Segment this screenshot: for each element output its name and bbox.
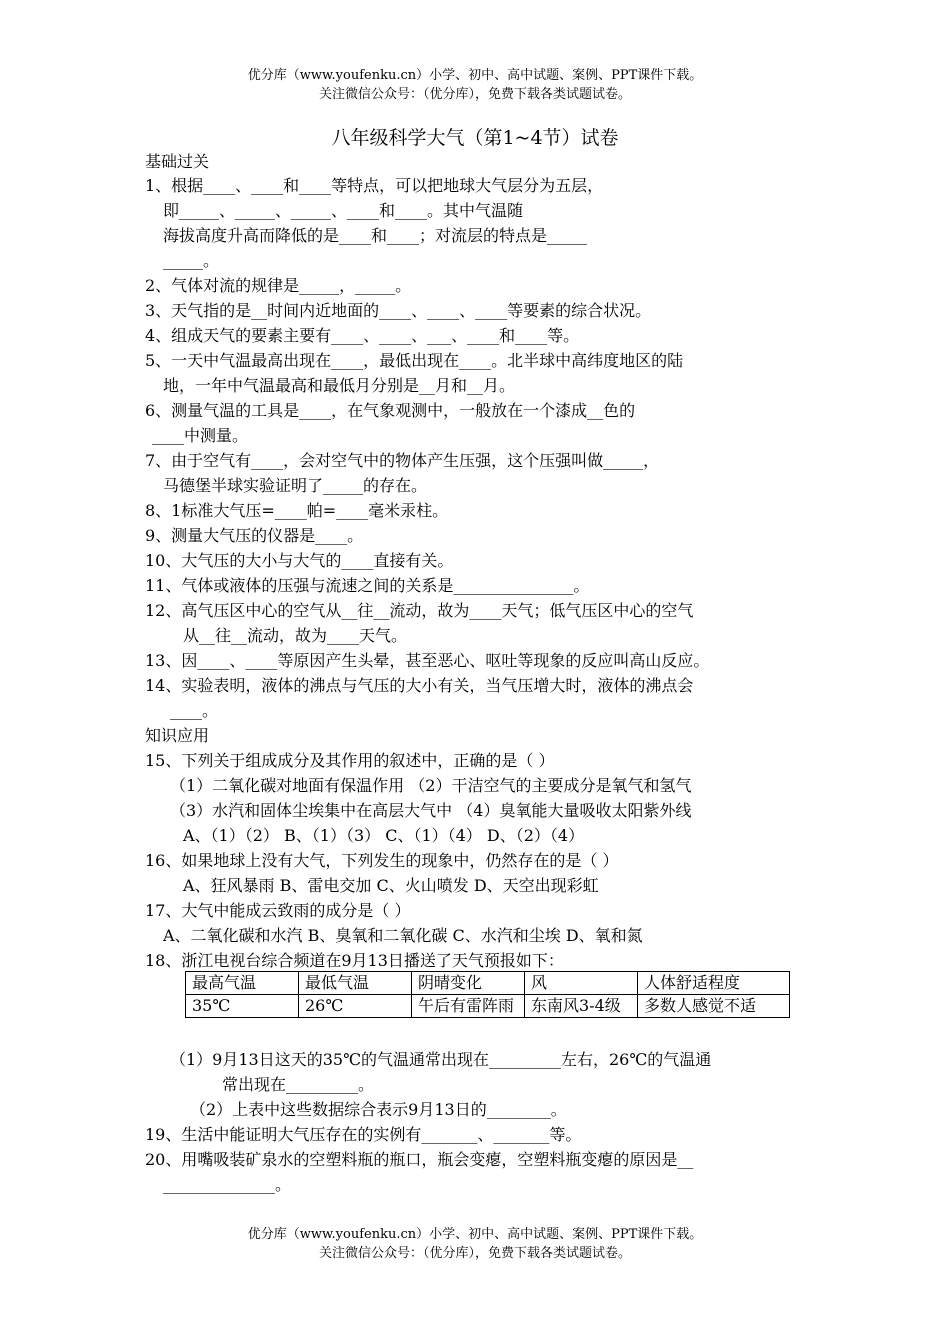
table-header-cell: 风 — [525, 972, 638, 995]
question-line: ____中测量。 — [152, 426, 249, 445]
table-header-cell: 最低气温 — [299, 972, 412, 995]
page-footer-line2: 关注微信公众号：（优分库），免费下载各类试题试卷。 — [318, 1246, 631, 1261]
option-line: A、二氧化碳和水汽 B、臭氧和二氧化碳 C、水汽和尘埃 D、氧和氮 — [163, 926, 643, 945]
option-line: A、（1）（2） B、（1）（3） C、（1）（4） D、（2）（4） — [183, 826, 585, 845]
table-cell: 26℃ — [299, 995, 412, 1018]
question-line: 常出现在_________。 — [222, 1075, 375, 1094]
question-line: 18、浙江电视台综合频道在9月13日播送了天气预报如下： — [145, 951, 564, 970]
question-line: 14、实验表明，液体的沸点与气压的大小有关，当气压增大时，液体的沸点会 — [145, 676, 694, 695]
question-line: 马德堡半球实验证明了_____的存在。 — [163, 476, 428, 495]
question-line: 20、用嘴吸装矿泉水的空塑料瓶的瓶口，瓶会变瘪，空塑料瓶变瘪的原因是__ — [145, 1150, 694, 1169]
question-line: （1）9月13日这天的35℃的气温通常出现在_________左右，26℃的气温通 — [170, 1050, 712, 1069]
question-line: 海拔高度升高而降低的是____和____；对流层的特点是_____ — [163, 226, 588, 245]
question-line: 19、生活中能证明大气压存在的实例有_______、_______等。 — [145, 1125, 582, 1144]
table-header-cell: 最高气温 — [186, 972, 299, 995]
question-line: 8、1标准大气压=____帕=____毫米汞柱。 — [145, 501, 449, 520]
page-header-line1: 优分库（www.youfenku.cn）小学、初中、高中试题、案例、PPT课件下载。 — [247, 68, 703, 83]
table-cell: 多数人感觉不适 — [638, 995, 790, 1018]
question-line: 3、天气指的是__时间内近地面的____、____、____等要素的综合状况。 — [145, 301, 652, 320]
question-line: _____。 — [163, 251, 220, 270]
question-line: 地，一年中气温最高和最低月分别是__月和__月。 — [163, 376, 516, 395]
question-line: ____。 — [170, 701, 219, 720]
question-line: 从__往__流动，故为____天气。 — [183, 626, 408, 645]
question-line: （2）上表中这些数据综合表示9月13日的________。 — [190, 1100, 567, 1119]
question-line: 9、测量大气压的仪器是____。 — [145, 526, 364, 545]
table-header-cell: 人体舒适程度 — [638, 972, 790, 995]
question-line: 12、高气压区中心的空气从__往__流动，故为____天气；低气压区中心的空气 — [145, 601, 694, 620]
table-header-cell: 阴晴变化 — [412, 972, 525, 995]
section-heading-application: 知识应用 — [145, 726, 210, 745]
option-line: A、狂风暴雨 B、雷电交加 C、火山喷发 D、天空出现彩虹 — [183, 876, 599, 895]
question-line: 7、由于空气有____，会对空气中的物体产生压强，这个压强叫做_____， — [145, 451, 660, 470]
question-line: 11、气体或液体的压强与流速之间的关系是_______________。 — [145, 576, 590, 595]
question-line: 2、气体对流的规律是_____，_____。 — [145, 276, 412, 295]
page-header-line2: 关注微信公众号：（优分库），免费下载各类试题试卷。 — [318, 87, 631, 102]
question-line: 13、因____、____等原因产生头晕，甚至恶心、呕吐等现象的反应叫高山反应。 — [145, 651, 710, 670]
table-cell: 东南风3-4级 — [525, 995, 638, 1018]
table-cell: 35℃ — [186, 995, 299, 1018]
table-header-row — [186, 972, 790, 995]
weather-forecast-table — [185, 971, 790, 1018]
question-line: 6、测量气温的工具是____，在气象观测中，一般放在一个漆成__色的 — [145, 401, 636, 420]
page-footer-line1: 优分库（www.youfenku.cn）小学、初中、高中试题、案例、PPT课件下载。 — [247, 1227, 703, 1242]
table-row — [186, 995, 790, 1018]
section-heading-basic: 基础过关 — [145, 152, 210, 171]
question-line: 17、大气中能成云致雨的成分是（ ） — [145, 901, 411, 920]
question-line: 即_____、_____、_____、____和____。其中气温随 — [163, 201, 524, 220]
option-line: （3）水汽和固体尘埃集中在高层大气中 （4）臭氧能大量吸收太阳紫外线 — [170, 801, 692, 820]
question-line: 15、下列关于组成成分及其作用的叙述中，正确的是（ ） — [145, 751, 555, 770]
question-line: ______________。 — [163, 1175, 292, 1194]
question-line: 16、如果地球上没有大气，下列发生的现象中，仍然存在的是（ ） — [145, 851, 619, 870]
question-line: 5、一天中气温最高出现在____，最低出现在____。北半球中高纬度地区的陆 — [145, 351, 684, 370]
question-line: 4、组成天气的要素主要有____、____、___、____和____等。 — [145, 326, 580, 345]
option-line: （1）二氧化碳对地面有保温作用 （2）干洁空气的主要成分是氧气和氢气 — [170, 776, 692, 795]
table-cell: 午后有雷阵雨 — [412, 995, 525, 1018]
page-title: 八年级科学大气（第1~4节）试卷 — [331, 127, 619, 149]
question-line: 1、根据____、____和____等特点，可以把地球大气层分为五层， — [145, 176, 604, 195]
question-line: 10、大气压的大小与大气的____直接有关。 — [145, 551, 454, 570]
